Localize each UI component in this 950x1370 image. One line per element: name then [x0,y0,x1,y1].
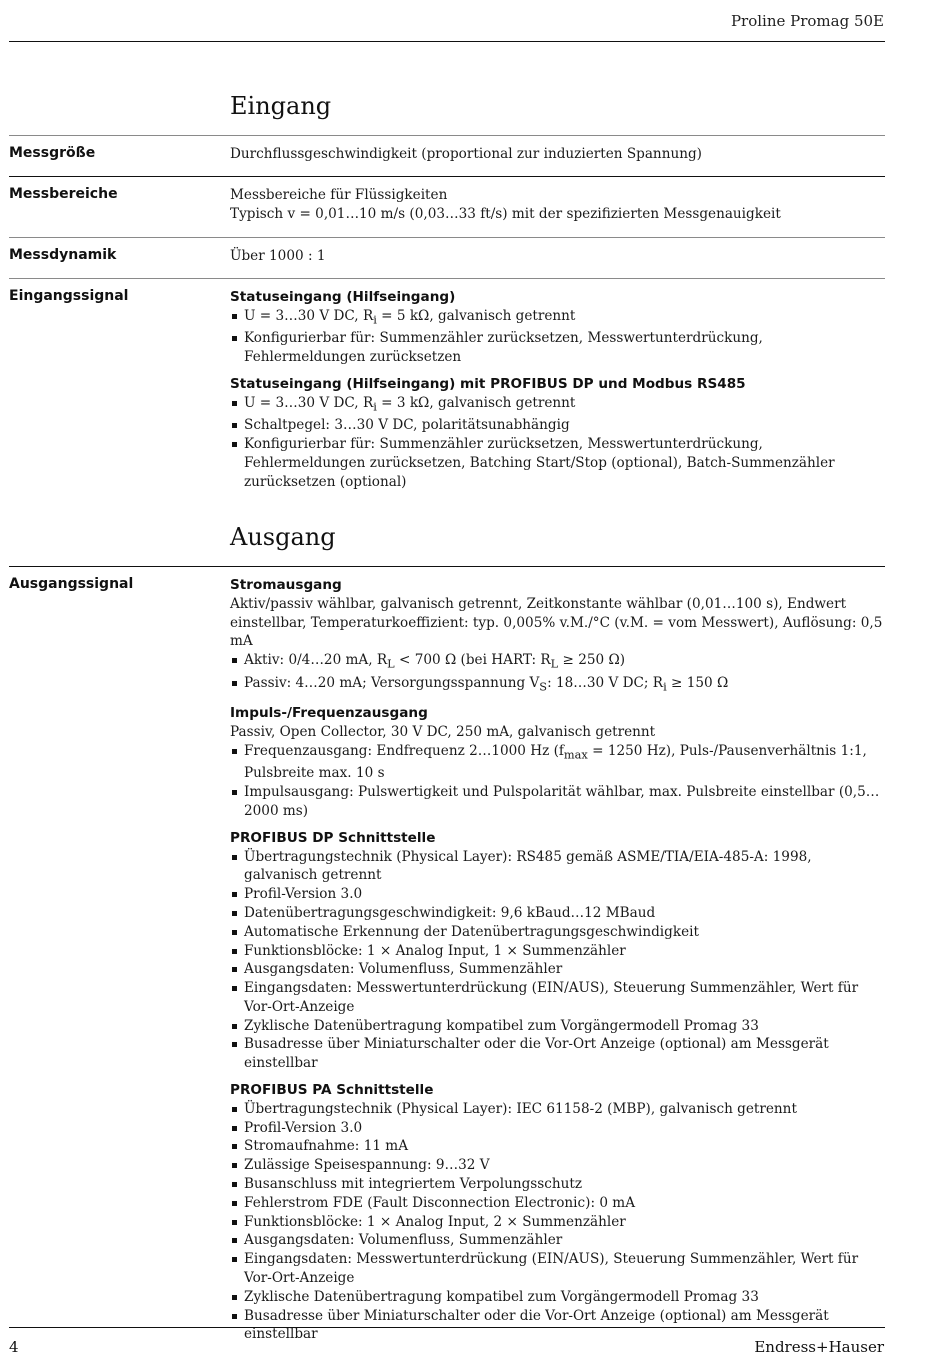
messdynamik-text: Über 1000 : 1 [230,248,326,264]
group-title: PROFIBUS DP Schnittstelle [230,829,436,846]
list-item: Busadresse über Miniaturschalter oder die Vor-Ort Anzeige (optional) am Messgerät einstellbar [230,1035,885,1073]
row-divider [9,135,885,136]
list-item: Eingangsdaten: Messwertunterdrückung (EIN/AUS), Steuerung Summenzähler, Wert für Vor-Ort-Anzeige [230,1250,885,1288]
list-item: U = 3…30 V DC, $R_i = 3$ kΩ, galvanisch getrennt [230,394,885,417]
section-heading-eingang: Eingang [230,92,332,120]
group-impulsausgang [230,704,885,821]
label-ausgangssignal: Ausgangssignal [9,576,134,592]
content-messdynamik [230,247,885,266]
row-divider [9,566,885,567]
group-title: Stromausgang [230,577,342,593]
list-item: Eingangsdaten: Messwertunterdrückung (EIN/AUS), Steuerung Summenzähler, Wert für Vor-Ort-Anzeige [230,979,885,1017]
list-item: Profil-Version 3.0 [230,1119,885,1138]
group-title: PROFIBUS PA Schnittstelle [230,1082,434,1099]
label-messgroesse: Messgröße [9,145,96,161]
page-number: 4 [9,1338,19,1356]
group-title: Statuseingang (Hilfseingang) mit PROFIBUS DP und Modbus RS485 [230,375,746,392]
list-item: Zyklische Datenübertragung kompatibel zum Vorgängermodell Promag 33 [230,1288,885,1307]
list-item: Stromaufnahme: 11 mA [230,1137,885,1156]
list-item: Busanschluss mit integriertem Verpolungsschutz [230,1175,885,1194]
group-statuseingang-profibus [230,375,885,492]
label-messbereiche: Messbereiche [9,186,118,202]
list-item: Konfigurierbar für: Summenzähler zurücksetzen, Messwertunterdrückung, Fehlermeldungen zurücksetzen [230,329,885,367]
list-item: Profil-Version 3.0 [230,885,885,904]
messgroesse-text: Durchflussgeschwindigkeit (proportional zur induzierten Spannung) [230,146,702,162]
content-eingangssignal [230,288,885,499]
list-item: Aktiv: 0/4…20 mA, $R_L < 700$ Ω (bei HART: $R_L \ge 250$ Ω) [230,651,885,674]
header-divider [9,41,885,42]
list-item: Busadresse über Miniaturschalter oder die Vor-Ort Anzeige (optional) am Messgerät einstellbar [230,1307,885,1345]
list-item: Funktionsblöcke: 1 × Analog Input, 1 × Summenzähler [230,942,885,961]
list-item: Ausgangsdaten: Volumenfluss, Summenzähler [230,1231,885,1250]
row-divider [9,176,885,177]
content-messgroesse [230,145,885,164]
messbereiche-line2: Typisch v = 0,01…10 m/s (0,03…33 ft/s) mit der spezifizierten Messgenauigkeit [230,205,781,222]
list-item: Schaltpegel: 3…30 V DC, polaritätsunabhängig [230,416,885,435]
list-item: Übertragungstechnik (Physical Layer): RS485 gemäß ASME/TIA/EIA-485-A: 1998, galvanisch getrennt [230,848,885,886]
document-title: Proline Promag 50E [730,12,884,30]
list-item: Zulässige Speisespannung: 9…32 V [230,1156,885,1175]
group-statuseingang [230,288,885,367]
list-item: Zyklische Datenübertragung kompatibel zum Vorgängermodell Promag 33 [230,1017,885,1036]
content-messbereiche [230,186,885,224]
list-item: Frequenzausgang: Endfrequenz 2…1000 Hz ($f_{max} = 1250$ Hz), Puls-/Pausenverhältnis 1:1, Pulsbreite max. 10 s [230,742,885,783]
list-item: Konfigurierbar für: Summenzähler zurücksetzen, Messwertunterdrückung, Fehlermeldungen zurücksetzen, Batching Start/Stop (optional), Batch-Summenzähler zurücksetzen (optional) [230,435,885,491]
list-item: Passiv: 4…20 mA; Versorgungsspannung $V_S$: 18…30 V DC; $R_i \ge 150$ Ω [230,674,885,697]
list-item: Ausgangsdaten: Volumenfluss, Summenzähler [230,960,885,979]
row-divider [9,237,885,238]
footer-divider [9,1327,885,1328]
group-stromausgang [230,576,885,696]
section-heading-ausgang: Ausgang [230,523,336,551]
stromausgang-intro: Aktiv/passiv wählbar, galvanisch getrennt, Zeitkonstante wählbar (0,01…100 s), Endwert einstellbar, Temperaturkoeffizient: typ. 0,005% v.M./°C (v.M. = vom Messwert), Auflösung: 0,5 mA [230,595,883,650]
label-messdynamik: Messdynamik [9,247,117,263]
content-ausgangssignal [230,576,885,1352]
group-title: Impuls-/Frequenzausgang [230,705,428,722]
group-profibus-pa [230,1081,885,1344]
impulsausgang-intro: Passiv, Open Collector, 30 V DC, 250 mA, galvanisch getrennt [230,724,656,741]
list-item: Datenübertragungsgeschwindigkeit: 9,6 kBaud…12 MBaud [230,904,885,923]
row-divider [9,278,885,279]
group-title: Statuseingang (Hilfseingang) [230,289,456,305]
list-item: Automatische Erkennung der Datenübertragungsgeschwindigkeit [230,923,885,942]
list-item: Impulsausgang: Pulswertigkeit und Pulspolarität wählbar, max. Pulsbreite einstellbar (0,5…2000 ms) [230,783,885,821]
list-item: Fehlerstrom FDE (Fault Disconnection Electronic): 0 mA [230,1194,885,1213]
group-profibus-dp [230,829,885,1073]
list-item: Übertragungstechnik (Physical Layer): IEC 61158-2 (MBP), galvanisch getrennt [230,1100,885,1119]
list-item: Funktionsblöcke: 1 × Analog Input, 2 × Summenzähler [230,1213,885,1232]
list-item: U = 3…30 V DC, $R_i = 5$ kΩ, galvanisch getrennt [230,307,885,330]
label-eingangssignal: Eingangssignal [9,288,129,304]
messbereiche-line1: Messbereiche für Flüssigkeiten [230,187,448,203]
brand-name: Endress+Hauser [754,1338,884,1356]
